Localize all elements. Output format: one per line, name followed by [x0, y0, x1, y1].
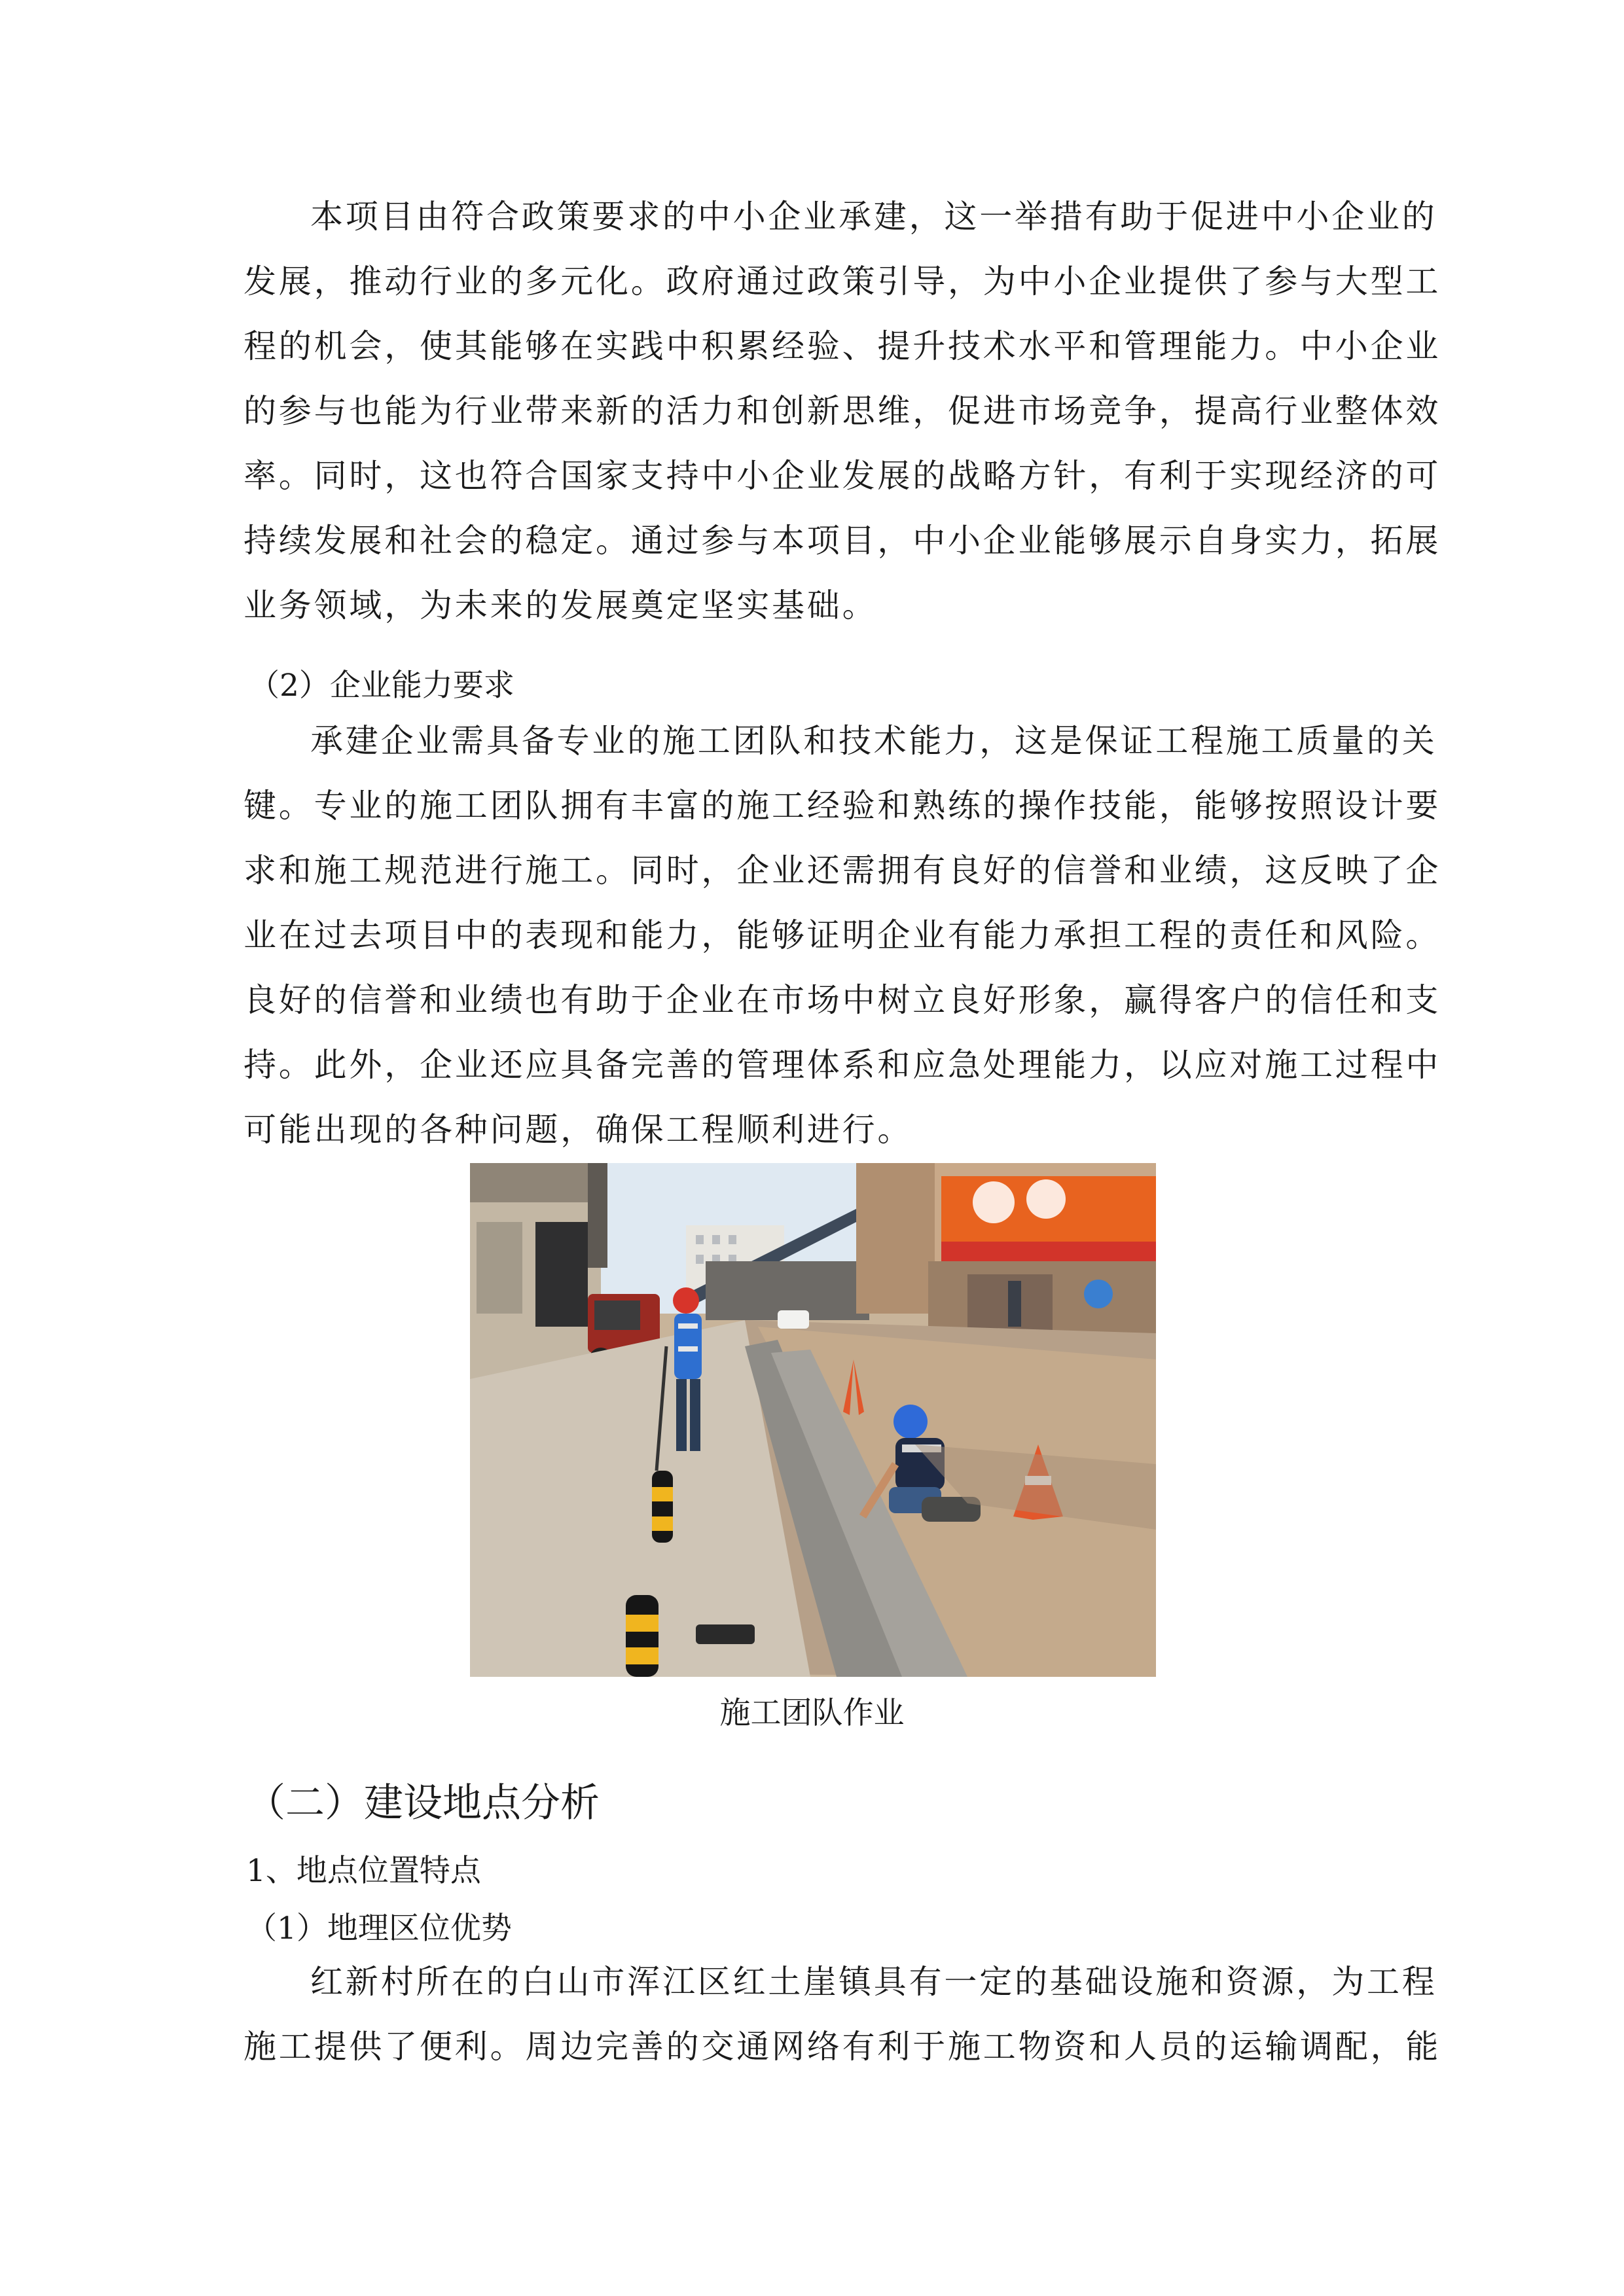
text-line: 本项目由符合政策要求的中小企业承建，这一举措有助于促进中小企业的	[310, 198, 1437, 236]
paragraph-enterprise-capability	[244, 709, 1441, 1162]
text-line: 业在过去项目中的表现和能力，能够证明企业有能力承担工程的责任和风险。	[244, 916, 1441, 954]
text-line: 业务领域，为未来的发展奠定坚实基础。	[244, 586, 878, 624]
text-line: 键。专业的施工团队拥有丰富的施工经验和熟练的操作技能，能够按照设计要	[244, 787, 1441, 825]
section-heading: （二）建设地点分析	[246, 1780, 600, 1826]
text-line: 承建企业需具备专业的施工团队和技术能力，这是保证工程施工质量的关	[310, 722, 1437, 760]
text-line: 良好的信誉和业绩也有助于企业在市场中树立良好形象，赢得客户的信任和支	[244, 981, 1441, 1019]
text-line: 求和施工规范进行施工。同时，企业还需拥有良好的信誉和业绩，这反映了企	[244, 852, 1441, 889]
subheading-enterprise-capability: （2）企业能力要求	[249, 668, 514, 704]
text-line: 程的机会，使其能够在实践中积累经验、提升技术水平和管理能力。中小企业	[244, 327, 1441, 365]
text-line: 持。此外，企业还应具备完善的管理体系和应急处理能力，以应对施工过程中	[244, 1046, 1441, 1084]
subheading-geo-advantage: （1）地理区位优势	[246, 1910, 512, 1946]
heading-location-features: 1、地点位置特点	[246, 1853, 481, 1889]
text-line: 的参与也能为行业带来新的活力和创新思维，促进市场竞争，提高行业整体效	[244, 392, 1441, 430]
paragraph-sme-policy	[244, 185, 1441, 638]
construction-team-photo	[470, 1163, 1156, 1677]
text-line: 红新村所在的白山市浑江区红土崖镇具有一定的基础设施和资源，为工程	[310, 1963, 1437, 2001]
figure-caption: 施工团队作业	[719, 1695, 905, 1731]
text-line: 持续发展和社会的稳定。通过参与本项目，中小企业能够展示自身实力，拓展	[244, 522, 1441, 560]
text-line: 施工提供了便利。周边完善的交通网络有利于施工物资和人员的运输调配，能	[244, 2028, 1441, 2066]
text-line: 可能出现的各种问题，确保工程顺利进行。	[244, 1111, 913, 1149]
paragraph-geo-advantage	[244, 1950, 1441, 2079]
text-line: 发展，推动行业的多元化。政府通过政策引导，为中小企业提供了参与大型工	[244, 262, 1441, 300]
text-line: 率。同时，这也符合国家支持中小企业发展的战略方针，有利于实现经济的可	[244, 457, 1441, 495]
